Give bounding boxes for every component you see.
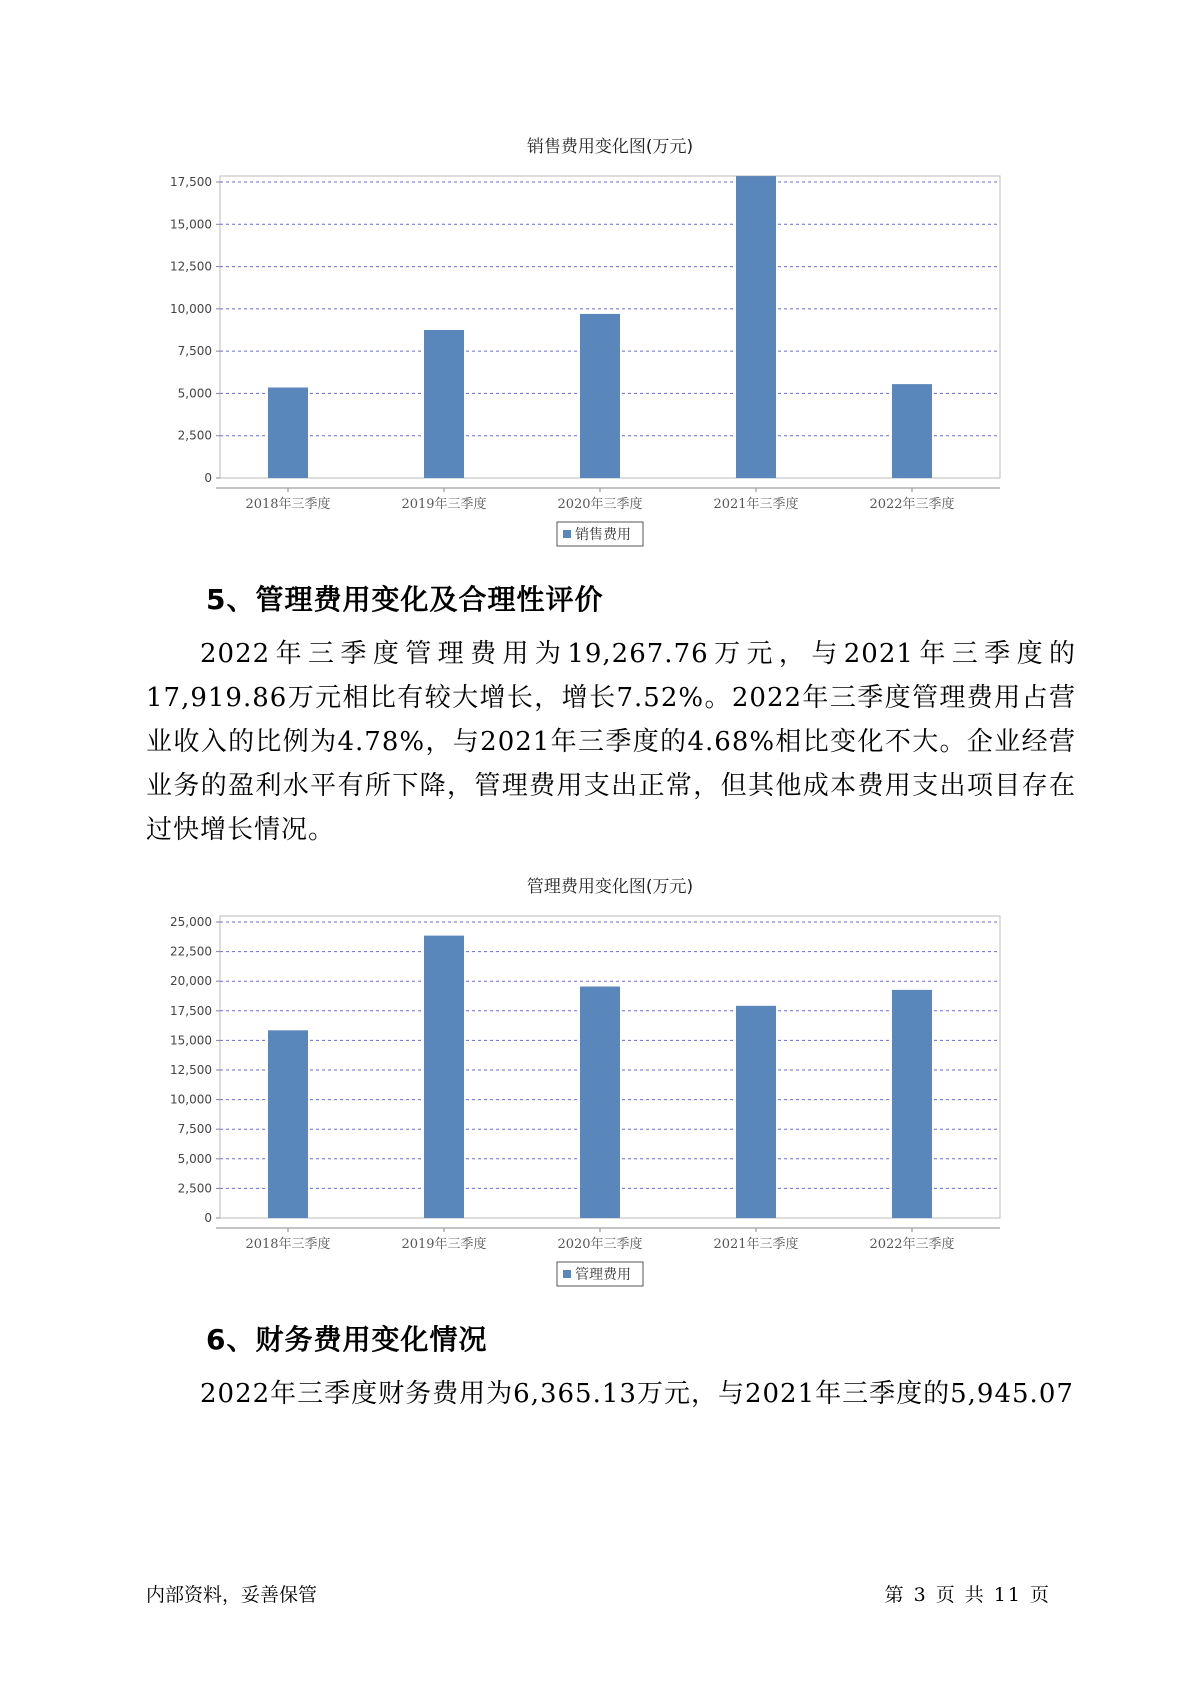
bar	[580, 314, 620, 478]
y-tick-label: 15,000	[170, 1033, 212, 1048]
bar	[736, 1006, 776, 1218]
y-tick-label: 12,500	[170, 259, 212, 274]
x-tick-label: 2018年三季度	[245, 1237, 331, 1252]
y-tick-label: 5,000	[177, 1151, 212, 1166]
y-tick-label: 17,500	[170, 175, 212, 189]
section6-heading: 6、财务费用变化情况	[206, 1323, 488, 1356]
section5-heading: 5、管理费用变化及合理性评价	[206, 583, 604, 616]
admin-expense-chart	[150, 870, 1030, 1290]
x-tick-label: 2022年三季度	[869, 497, 955, 512]
y-tick-label: 7,500	[177, 344, 212, 359]
bar	[424, 330, 464, 478]
y-tick-label: 0	[204, 1211, 212, 1225]
bar	[892, 990, 932, 1218]
x-tick-label: 2020年三季度	[557, 1237, 643, 1252]
y-tick-label: 2,500	[177, 428, 212, 443]
bar	[424, 936, 464, 1218]
bar	[268, 1030, 308, 1218]
y-tick-label: 15,000	[170, 217, 212, 232]
y-tick-label: 22,500	[170, 944, 212, 959]
y-tick-label: 10,000	[170, 301, 212, 316]
y-tick-label: 5,000	[177, 386, 212, 401]
chart-svg	[150, 130, 1030, 550]
legend-label: 管理费用	[575, 1267, 631, 1283]
legend-label: 销售费用	[575, 527, 631, 543]
y-tick-label: 25,000	[170, 915, 212, 929]
x-tick-label: 2019年三季度	[401, 497, 487, 512]
bar	[580, 987, 620, 1218]
footer-confidential: 内部资料，妥善保管	[146, 1584, 318, 1606]
legend-swatch	[563, 1270, 571, 1278]
x-tick-label: 2018年三季度	[245, 497, 331, 512]
x-tick-label: 2022年三季度	[869, 1237, 955, 1252]
chart-svg	[150, 870, 1030, 1290]
x-tick-label: 2021年三季度	[713, 497, 799, 512]
y-tick-label: 20,000	[170, 974, 212, 989]
y-tick-label: 2,500	[177, 1181, 212, 1196]
sales-expense-chart	[150, 130, 1030, 550]
section5-paragraph: 2022年三季度管理费用为19,267.76万元，与2021年三季度的17,919.86万元相比有较大增长，增长7.52%。2022年三季度管理费用占营业收入的比例为4.78%，与2021年三季度的4.68%相比变化不大。企业经营业务的盈利水平有所下降，管理费用支出正常，但其他成本费用支出项目存在过快增长情况。	[146, 639, 1076, 845]
chart-title: 管理费用变化图(万元)	[526, 877, 694, 897]
y-tick-label: 10,000	[170, 1092, 212, 1107]
x-tick-label: 2019年三季度	[401, 1237, 487, 1252]
footer-page-number: 第 3 页 共 11 页	[884, 1584, 1051, 1606]
x-tick-label: 2020年三季度	[557, 497, 643, 512]
section6-paragraph: 2022年三季度财务费用为6,365.13万元，与2021年三季度的5,945.07	[200, 1379, 1074, 1409]
y-tick-label: 12,500	[170, 1063, 212, 1077]
bar	[892, 384, 932, 478]
chart-title: 销售费用变化图(万元)	[526, 137, 694, 157]
x-tick-label: 2021年三季度	[713, 1237, 799, 1252]
y-tick-label: 0	[204, 471, 212, 485]
bar	[268, 388, 308, 478]
bar	[736, 176, 776, 478]
y-tick-label: 17,500	[170, 1003, 212, 1018]
y-tick-label: 7,500	[177, 1122, 212, 1137]
legend-swatch	[563, 530, 571, 538]
